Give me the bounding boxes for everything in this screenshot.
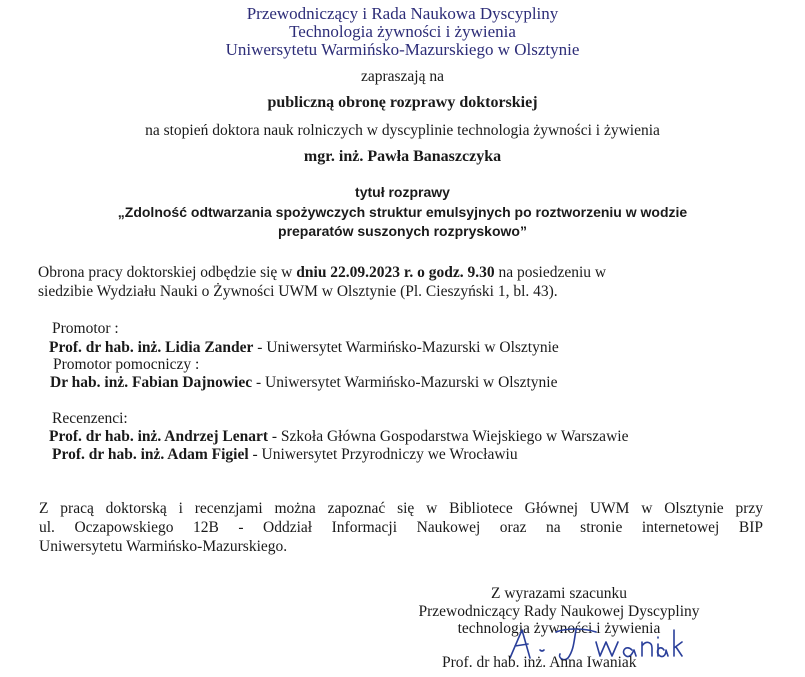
reviewer-name: Prof. dr hab. inż. Andrzej Lenart xyxy=(49,428,269,445)
header-line-2: Technologia żywności i żywienia xyxy=(289,22,516,41)
defense-line-2: siedzibie Wydziału Nauki o Żywności UWM w Olsztynie (Pl. Cieszyński 1, bl. 43). xyxy=(38,283,558,300)
reviewer-row xyxy=(49,428,628,446)
promotor-name: Prof. dr hab. inż. Lidia Zander xyxy=(49,339,254,356)
promotor-row xyxy=(49,339,559,357)
defense-text-before: Obrona pracy doktorskiej odbędzie się w xyxy=(38,264,293,281)
closing-title-2: technologia żywności i żywienia xyxy=(457,620,661,637)
degree-text: na stopień doktora nauk rolniczych w dyscyplinie technologia żywności i żywienia xyxy=(145,122,660,139)
reviewers-label: Recenzenci: xyxy=(52,410,128,427)
thesis-title-line-2: preparatów suszonych rozpryskowo” xyxy=(278,223,527,239)
defense-text-after: na posiedzeniu w xyxy=(498,264,607,281)
header-line-3: Uniwersytetu Warmińsko-Mazurskiego w Olsztynie xyxy=(225,40,580,59)
notice-line-2: ul. Oczapowskiego 12B - Oddział Informacji Naukowej oraz na stronie internetowej BIP xyxy=(39,519,763,536)
event-heading: publiczną obronę rozprawy doktorskiej xyxy=(267,94,538,111)
promotor-affiliation: - Uniwersytet Warmińsko-Mazurski w Olsztynie xyxy=(257,339,559,356)
aux-promotor-affiliation: - Uniwersytet Warmińsko-Mazurski w Olsztynie xyxy=(255,374,558,391)
notice-line-3: Uniwersytetu Warmińsko-Mazurskiego. xyxy=(39,538,288,555)
aux-promotor-row xyxy=(50,374,558,392)
closing-title-1: Przewodniczący Rady Naukowej Dyscypliny xyxy=(418,603,700,620)
reviewer-affiliation: - Uniwersytet Przyrodniczy we Wrocławiu xyxy=(252,446,518,463)
reviewer-row xyxy=(52,446,518,464)
thesis-title-line-1: „Zdolność odtwarzania spożywczych struktur emulsyjnych po roztworzeniu w wodzie xyxy=(117,204,688,220)
promotor-label: Promotor : xyxy=(52,320,119,337)
aux-promotor-name: Dr hab. inż. Fabian Dajnowiec xyxy=(50,374,253,391)
thesis-label: tytuł rozprawy xyxy=(355,184,450,200)
reviewer-name: Prof. dr hab. inż. Adam Figiel xyxy=(52,446,249,463)
notice-line-1: Z pracą doktorską i recenzjami można zapoznać się w Bibliotece Głównej UWM w Olsztynie przy xyxy=(39,500,763,517)
closing-regards: Z wyrazami szacunku xyxy=(491,585,627,602)
candidate-name: mgr. inż. Pawła Banaszczyka xyxy=(303,148,502,165)
defense-date-time: dniu 22.09.2023 r. o godz. 9.30 xyxy=(296,264,495,281)
aux-promotor-label: Promotor pomocniczy : xyxy=(53,356,200,373)
header-line-1: Przewodniczący i Rada Naukowa Dyscypliny xyxy=(246,4,559,23)
invite-text: zapraszają na xyxy=(360,68,445,85)
reviewer-affiliation: - Szkoła Główna Gospodarstwa Wiejskiego w Warszawie xyxy=(271,428,629,445)
signatory-name: Prof. dr hab. inż. Anna Iwaniak xyxy=(442,654,637,671)
defense-line-1 xyxy=(38,264,606,282)
